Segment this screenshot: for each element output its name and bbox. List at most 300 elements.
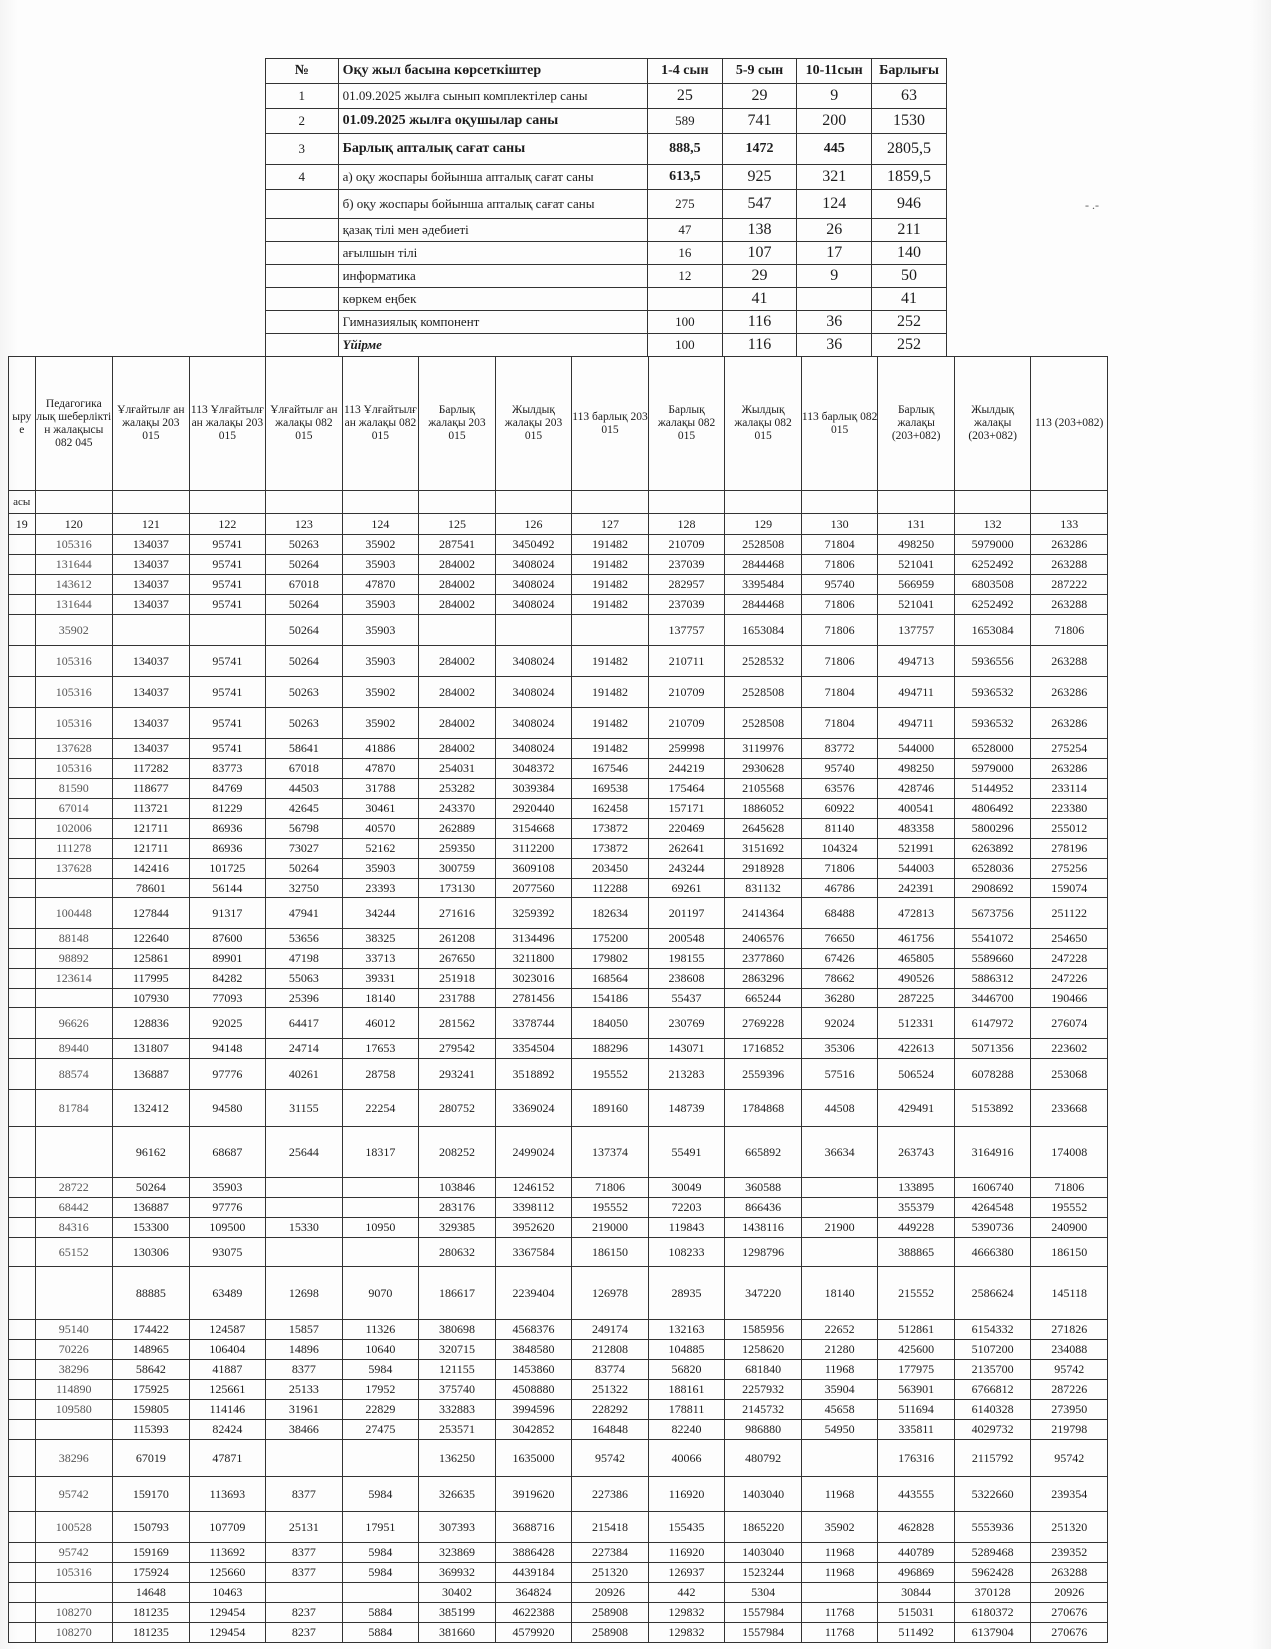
salary-cell: 251320 — [572, 1563, 649, 1583]
salary-row — [9, 759, 1108, 779]
salary-cell: 3378744 — [495, 1008, 572, 1039]
salary-cell — [9, 1320, 36, 1340]
salary-cell — [9, 1563, 36, 1583]
salary-cell: 360588 — [725, 1178, 802, 1198]
summary-header-row — [266, 59, 947, 84]
salary-cell: 14648 — [113, 1583, 190, 1603]
salary-cell: 126937 — [648, 1563, 725, 1583]
salary-cell: 320715 — [419, 1340, 496, 1360]
salary-cell: 47198 — [266, 949, 343, 969]
salary-cell: 71806 — [801, 646, 878, 677]
salary-cell: 681840 — [725, 1360, 802, 1380]
salary-cell: 215552 — [878, 1267, 955, 1320]
salary-cell: 36280 — [801, 989, 878, 1008]
salary-cell: 98892 — [35, 949, 113, 969]
salary-cell: 215418 — [572, 1512, 649, 1543]
salary-cell: 68488 — [801, 898, 878, 929]
salary-cell: 3994596 — [495, 1400, 572, 1420]
salary-cell: 46012 — [342, 1008, 419, 1039]
salary-row — [9, 1320, 1108, 1340]
salary-cell: 422613 — [878, 1039, 955, 1059]
salary-cell: 47870 — [342, 759, 419, 779]
salary-cell — [9, 989, 36, 1008]
salary-cell: 243370 — [419, 799, 496, 819]
salary-cell: 11968 — [801, 1477, 878, 1512]
summary-value-cell: 47 — [647, 219, 722, 242]
salary-cell: 213283 — [648, 1059, 725, 1090]
salary-cell: 284002 — [419, 646, 496, 677]
salary-cell: 96626 — [35, 1008, 113, 1039]
salary-cell: 370128 — [954, 1583, 1031, 1603]
salary-cell: 1258620 — [725, 1340, 802, 1360]
salary-cell: 34244 — [342, 898, 419, 929]
summary-header-cell: 1-4 сын — [647, 59, 722, 84]
salary-cell: 153300 — [113, 1218, 190, 1238]
salary-cell: 129832 — [648, 1603, 725, 1623]
salary-cell: 114890 — [35, 1380, 113, 1400]
salary-subheader-cell — [266, 491, 343, 514]
salary-cell: 11326 — [342, 1320, 419, 1340]
salary-cell: 35902 — [801, 1512, 878, 1543]
salary-subheader-cell — [648, 491, 725, 514]
salary-cell: 210709 — [648, 708, 725, 739]
salary-cell — [35, 1420, 113, 1440]
salary-cell: 5936532 — [954, 708, 1031, 739]
salary-cell: 3919620 — [495, 1477, 572, 1512]
salary-cell: 233114 — [1031, 779, 1108, 799]
salary-cell: 97776 — [189, 1198, 266, 1218]
salary-cell: 143612 — [35, 575, 113, 595]
salary-row — [9, 1267, 1108, 1320]
salary-cell: 200548 — [648, 929, 725, 949]
salary-cell: 142416 — [113, 859, 190, 879]
summary-value-cell: 211 — [872, 219, 947, 242]
salary-cell — [35, 1267, 113, 1320]
salary-cell: 275256 — [1031, 859, 1108, 879]
salary-cell — [9, 898, 36, 929]
salary-cell: 1557984 — [725, 1603, 802, 1623]
salary-cell: 132412 — [113, 1090, 190, 1127]
salary-cell: 40261 — [266, 1059, 343, 1090]
salary-cell: 4568376 — [495, 1320, 572, 1340]
salary-column-number: 126 — [495, 514, 572, 535]
salary-cell: 40570 — [342, 819, 419, 839]
salary-cell: 30402 — [419, 1583, 496, 1603]
salary-cell: 263288 — [1031, 595, 1108, 615]
salary-cell: 191482 — [572, 555, 649, 575]
salary-cell: 50264 — [266, 646, 343, 677]
salary-row — [9, 1059, 1108, 1090]
salary-cell: 31788 — [342, 779, 419, 799]
salary-cell: 67426 — [801, 949, 878, 969]
salary-header-cell: Ұлғайтылғ ан жалақы 082 015 — [266, 357, 343, 491]
summary-row — [266, 165, 947, 190]
salary-column-number: 127 — [572, 514, 649, 535]
salary-cell: 2930628 — [725, 759, 802, 779]
salary-cell: 86936 — [189, 839, 266, 859]
salary-cell: 31961 — [266, 1400, 343, 1420]
salary-cell: 231788 — [419, 989, 496, 1008]
salary-cell: 35902 — [342, 535, 419, 555]
salary-cell: 3518892 — [495, 1059, 572, 1090]
salary-cell: 94580 — [189, 1090, 266, 1127]
summary-value-cell: 36 — [797, 311, 872, 334]
summary-row-label: Үйірме — [338, 334, 647, 357]
salary-row — [9, 879, 1108, 898]
summary-value-cell — [797, 288, 872, 311]
salary-subheader-cell — [801, 491, 878, 514]
salary-cell: 2844468 — [725, 595, 802, 615]
salary-cell: 68687 — [189, 1127, 266, 1178]
salary-cell: 50263 — [266, 535, 343, 555]
salary-cell: 119843 — [648, 1218, 725, 1238]
summary-value-cell: 321 — [797, 165, 872, 190]
salary-cell: 270676 — [1031, 1623, 1108, 1643]
salary-cell: 55437 — [648, 989, 725, 1008]
salary-cell: 249174 — [572, 1320, 649, 1340]
salary-header-text: Педагогика лық шеберлікті н жалақысы 082 045 — [36, 397, 112, 449]
salary-cell: 2920440 — [495, 799, 572, 819]
summary-value-cell: 1472 — [722, 134, 797, 165]
salary-cell: 223602 — [1031, 1039, 1108, 1059]
salary-row — [9, 1008, 1108, 1039]
salary-header-cell: 113 барлық 203 015 — [572, 357, 649, 491]
salary-cell: 67018 — [266, 575, 343, 595]
salary-cell: 126978 — [572, 1267, 649, 1320]
salary-cell: 271616 — [419, 898, 496, 929]
salary-row — [9, 969, 1108, 989]
salary-cell: 35902 — [35, 615, 113, 646]
salary-header-cell: Жылдық жалақы (203+082) — [954, 357, 1031, 491]
summary-value-cell: 50 — [872, 265, 947, 288]
salary-cell: 95741 — [189, 575, 266, 595]
salary-cell: 5541072 — [954, 929, 1031, 949]
salary-cell: 57516 — [801, 1059, 878, 1090]
salary-cell: 121711 — [113, 839, 190, 859]
summary-value-cell: 445 — [797, 134, 872, 165]
salary-cell: 155435 — [648, 1512, 725, 1543]
salary-cell: 262889 — [419, 819, 496, 839]
salary-cell: 2145732 — [725, 1400, 802, 1420]
summary-row-label: көркем еңбек — [338, 288, 647, 311]
salary-row — [9, 708, 1108, 739]
salary-cell: 251320 — [1031, 1512, 1108, 1543]
salary-cell — [266, 1238, 343, 1267]
salary-row — [9, 1420, 1108, 1440]
salary-cell: 38296 — [35, 1360, 113, 1380]
salary-cell — [35, 879, 113, 898]
salary-cell — [9, 1603, 36, 1623]
salary-cell: 78662 — [801, 969, 878, 989]
salary-cell: 364824 — [495, 1583, 572, 1603]
salary-cell: 83774 — [572, 1360, 649, 1380]
salary-row — [9, 949, 1108, 969]
salary-cell: 3211800 — [495, 949, 572, 969]
salary-cell — [342, 1238, 419, 1267]
salary-cell: 3154668 — [495, 819, 572, 839]
salary-cell — [9, 1090, 36, 1127]
salary-cell: 95742 — [1031, 1360, 1108, 1380]
summary-value-cell: 1530 — [872, 109, 947, 134]
summary-header-cell: Барлығы — [872, 59, 947, 84]
salary-cell: 136887 — [113, 1198, 190, 1218]
salary-cell: 86936 — [189, 819, 266, 839]
summary-value-cell: 26 — [797, 219, 872, 242]
salary-cell: 159170 — [113, 1477, 190, 1512]
salary-cell: 3119976 — [725, 739, 802, 759]
salary-cell: 104324 — [801, 839, 878, 859]
salary-cell: 178811 — [648, 1400, 725, 1420]
salary-column-number: 121 — [113, 514, 190, 535]
salary-cell: 30461 — [342, 799, 419, 819]
salary-row — [9, 1623, 1108, 1643]
salary-cell: 195552 — [572, 1059, 649, 1090]
salary-cell: 263286 — [1031, 677, 1108, 708]
salary-cell: 263288 — [1031, 555, 1108, 575]
summary-row-label: ағылшын тілі — [338, 242, 647, 265]
salary-row — [9, 1198, 1108, 1218]
salary-cell: 429491 — [878, 1090, 955, 1127]
salary-cell: 3023016 — [495, 969, 572, 989]
salary-cell: 2863296 — [725, 969, 802, 989]
salary-cell: 35903 — [342, 859, 419, 879]
salary-cell: 38296 — [35, 1440, 113, 1477]
salary-cell: 103846 — [419, 1178, 496, 1198]
salary-cell: 280632 — [419, 1238, 496, 1267]
salary-cell: 287222 — [1031, 575, 1108, 595]
salary-cell: 87600 — [189, 929, 266, 949]
salary-header-cell: Ұлғайтылғ ан жалақы 203 015 — [113, 357, 190, 491]
salary-cell: 137757 — [878, 615, 955, 646]
salary-cell: 82424 — [189, 1420, 266, 1440]
salary-cell: 428746 — [878, 779, 955, 799]
salary-cell: 230769 — [648, 1008, 725, 1039]
summary-row-number: 2 — [266, 109, 339, 134]
salary-cell: 5979000 — [954, 759, 1031, 779]
salary-cell: 6528000 — [954, 739, 1031, 759]
salary-cell: 195552 — [1031, 1198, 1108, 1218]
salary-row — [9, 1090, 1108, 1127]
salary-cell — [9, 1477, 36, 1512]
salary-cell — [35, 1127, 113, 1178]
salary-cell: 1784868 — [725, 1090, 802, 1127]
summary-value-cell: 116 — [722, 311, 797, 334]
salary-cell: 44508 — [801, 1090, 878, 1127]
salary-subheader-cell — [954, 491, 1031, 514]
salary-cell: 284002 — [419, 575, 496, 595]
salary-cell: 136250 — [419, 1440, 496, 1477]
salary-cell: 2105568 — [725, 779, 802, 799]
salary-cell: 177975 — [878, 1360, 955, 1380]
salary-cell: 131644 — [35, 555, 113, 575]
salary-cell: 494713 — [878, 646, 955, 677]
summary-value-cell: 200 — [797, 109, 872, 134]
salary-column-number: 129 — [725, 514, 802, 535]
salary-subheader-cell — [572, 491, 649, 514]
salary-cell: 63576 — [801, 779, 878, 799]
salary-cell: 53656 — [266, 929, 343, 949]
salary-cell: 186150 — [572, 1238, 649, 1267]
salary-cell: 11968 — [801, 1563, 878, 1583]
salary-cell: 263286 — [1031, 759, 1108, 779]
salary-cell: 498250 — [878, 535, 955, 555]
salary-subheader-row — [9, 491, 1108, 514]
summary-value-cell: 9 — [797, 265, 872, 288]
salary-cell: 239354 — [1031, 1477, 1108, 1512]
salary-cell: 83773 — [189, 759, 266, 779]
salary-cell: 440789 — [878, 1543, 955, 1563]
salary-cell: 113693 — [189, 1477, 266, 1512]
salary-cell: 335811 — [878, 1420, 955, 1440]
salary-subheader-cell — [35, 491, 113, 514]
salary-cell — [9, 615, 36, 646]
salary-cell: 2781456 — [495, 989, 572, 1008]
salary-cell: 240900 — [1031, 1218, 1108, 1238]
salary-cell — [9, 739, 36, 759]
summary-value-cell: 589 — [647, 109, 722, 134]
salary-cell: 169538 — [572, 779, 649, 799]
salary-cell: 287541 — [419, 535, 496, 555]
salary-cell — [9, 1512, 36, 1543]
salary-cell: 84282 — [189, 969, 266, 989]
salary-cell: 2406576 — [725, 929, 802, 949]
salary-cell: 259998 — [648, 739, 725, 759]
salary-cell: 5886312 — [954, 969, 1031, 989]
salary-cell: 109500 — [189, 1218, 266, 1238]
salary-cell: 50264 — [113, 1178, 190, 1198]
salary-cell: 93075 — [189, 1238, 266, 1267]
salary-cell: 176316 — [878, 1440, 955, 1477]
salary-cell: 544000 — [878, 739, 955, 759]
salary-cell: 3848580 — [495, 1340, 572, 1360]
salary-column-number: 128 — [648, 514, 725, 535]
salary-cell: 31155 — [266, 1090, 343, 1127]
salary-cell: 105316 — [35, 646, 113, 677]
summary-value-cell: 613,5 — [647, 165, 722, 190]
salary-cell: 117282 — [113, 759, 190, 779]
salary-row — [9, 1512, 1108, 1543]
salary-cell: 95740 — [801, 575, 878, 595]
salary-cell: 253282 — [419, 779, 496, 799]
summary-value-cell: 9 — [797, 84, 872, 109]
summary-row-label: а) оқу жоспары бойынша апталық сағат саны — [338, 165, 647, 190]
summary-value-cell: 25 — [647, 84, 722, 109]
salary-cell: 273950 — [1031, 1400, 1108, 1420]
salary-cell: 281562 — [419, 1008, 496, 1039]
salary-cell: 4806492 — [954, 799, 1031, 819]
summary-value-cell: 252 — [872, 311, 947, 334]
salary-cell: 2528508 — [725, 708, 802, 739]
salary-cell: 95741 — [189, 555, 266, 575]
salary-cell: 219798 — [1031, 1420, 1108, 1440]
salary-cell: 263288 — [1031, 646, 1108, 677]
summary-header-cell: 5-9 сын — [722, 59, 797, 84]
salary-header-cell: Барлық жалақы 203 015 — [419, 357, 496, 491]
salary-cell: 105316 — [35, 535, 113, 555]
salary-cell: 9070 — [342, 1267, 419, 1320]
salary-cell: 6154332 — [954, 1320, 1031, 1340]
salary-column-number: 124 — [342, 514, 419, 535]
salary-cell: 5936556 — [954, 646, 1031, 677]
salary-cell: 136887 — [113, 1059, 190, 1090]
salary-cell: 227384 — [572, 1543, 649, 1563]
salary-cell: 121155 — [419, 1360, 496, 1380]
salary-cell: 92025 — [189, 1008, 266, 1039]
summary-row-number — [266, 219, 339, 242]
salary-cell: 84316 — [35, 1218, 113, 1238]
salary-cell: 3408024 — [495, 595, 572, 615]
salary-cell: 3354504 — [495, 1039, 572, 1059]
salary-cell: 95742 — [572, 1440, 649, 1477]
salary-cell: 145118 — [1031, 1267, 1108, 1320]
salary-cell: 3151692 — [725, 839, 802, 859]
salary-cell: 56820 — [648, 1360, 725, 1380]
salary-cell: 3688716 — [495, 1512, 572, 1543]
salary-cell: 134037 — [113, 646, 190, 677]
salary-row — [9, 989, 1108, 1008]
salary-cell: 496869 — [878, 1563, 955, 1583]
salary-header-cell: 113 (203+082) — [1031, 357, 1108, 491]
salary-cell: 8237 — [266, 1623, 343, 1643]
salary-cell: 271826 — [1031, 1320, 1108, 1340]
salary-cell — [495, 615, 572, 646]
salary-row — [9, 646, 1108, 677]
salary-cell: 219000 — [572, 1218, 649, 1238]
salary-cell: 201197 — [648, 898, 725, 929]
salary-row — [9, 779, 1108, 799]
salary-cell: 106404 — [189, 1340, 266, 1360]
salary-cell: 35902 — [342, 677, 419, 708]
summary-row — [266, 190, 947, 219]
salary-cell: 95741 — [189, 708, 266, 739]
salary-cell: 521041 — [878, 595, 955, 615]
salary-cell: 2239404 — [495, 1267, 572, 1320]
salary-cell: 1403040 — [725, 1543, 802, 1563]
salary-cell: 129832 — [648, 1623, 725, 1643]
salary-cell: 95742 — [1031, 1440, 1108, 1477]
summary-value-cell: 17 — [797, 242, 872, 265]
salary-cell: 284002 — [419, 739, 496, 759]
salary-row — [9, 1440, 1108, 1477]
salary-header-cell: 113 Ұлғайтылғ ан жалақы 203 015 — [189, 357, 266, 491]
summary-value-cell: 741 — [722, 109, 797, 134]
summary-value-cell: 107 — [722, 242, 797, 265]
salary-cell: 6140328 — [954, 1400, 1031, 1420]
salary-cell: 3048372 — [495, 759, 572, 779]
salary-cell: 132163 — [648, 1320, 725, 1340]
salary-cell: 1653084 — [725, 615, 802, 646]
salary-cell — [189, 615, 266, 646]
summary-row-number: 3 — [266, 134, 339, 165]
salary-cell: 67014 — [35, 799, 113, 819]
salary-row — [9, 1543, 1108, 1563]
salary-cell: 1886052 — [725, 799, 802, 819]
salary-cell: 25396 — [266, 989, 343, 1008]
salary-cell: 6078288 — [954, 1059, 1031, 1090]
salary-cell: 253571 — [419, 1420, 496, 1440]
salary-cell: 95741 — [189, 535, 266, 555]
salary-cell: 494711 — [878, 708, 955, 739]
salary-cell — [9, 595, 36, 615]
salary-cell: 20926 — [572, 1583, 649, 1603]
salary-row — [9, 677, 1108, 708]
salary-cell: 83772 — [801, 739, 878, 759]
salary-cell — [342, 1583, 419, 1603]
salary-cell: 47870 — [342, 575, 419, 595]
salary-subheader-cell — [419, 491, 496, 514]
salary-cell: 107709 — [189, 1512, 266, 1543]
salary-cell: 307393 — [419, 1512, 496, 1543]
